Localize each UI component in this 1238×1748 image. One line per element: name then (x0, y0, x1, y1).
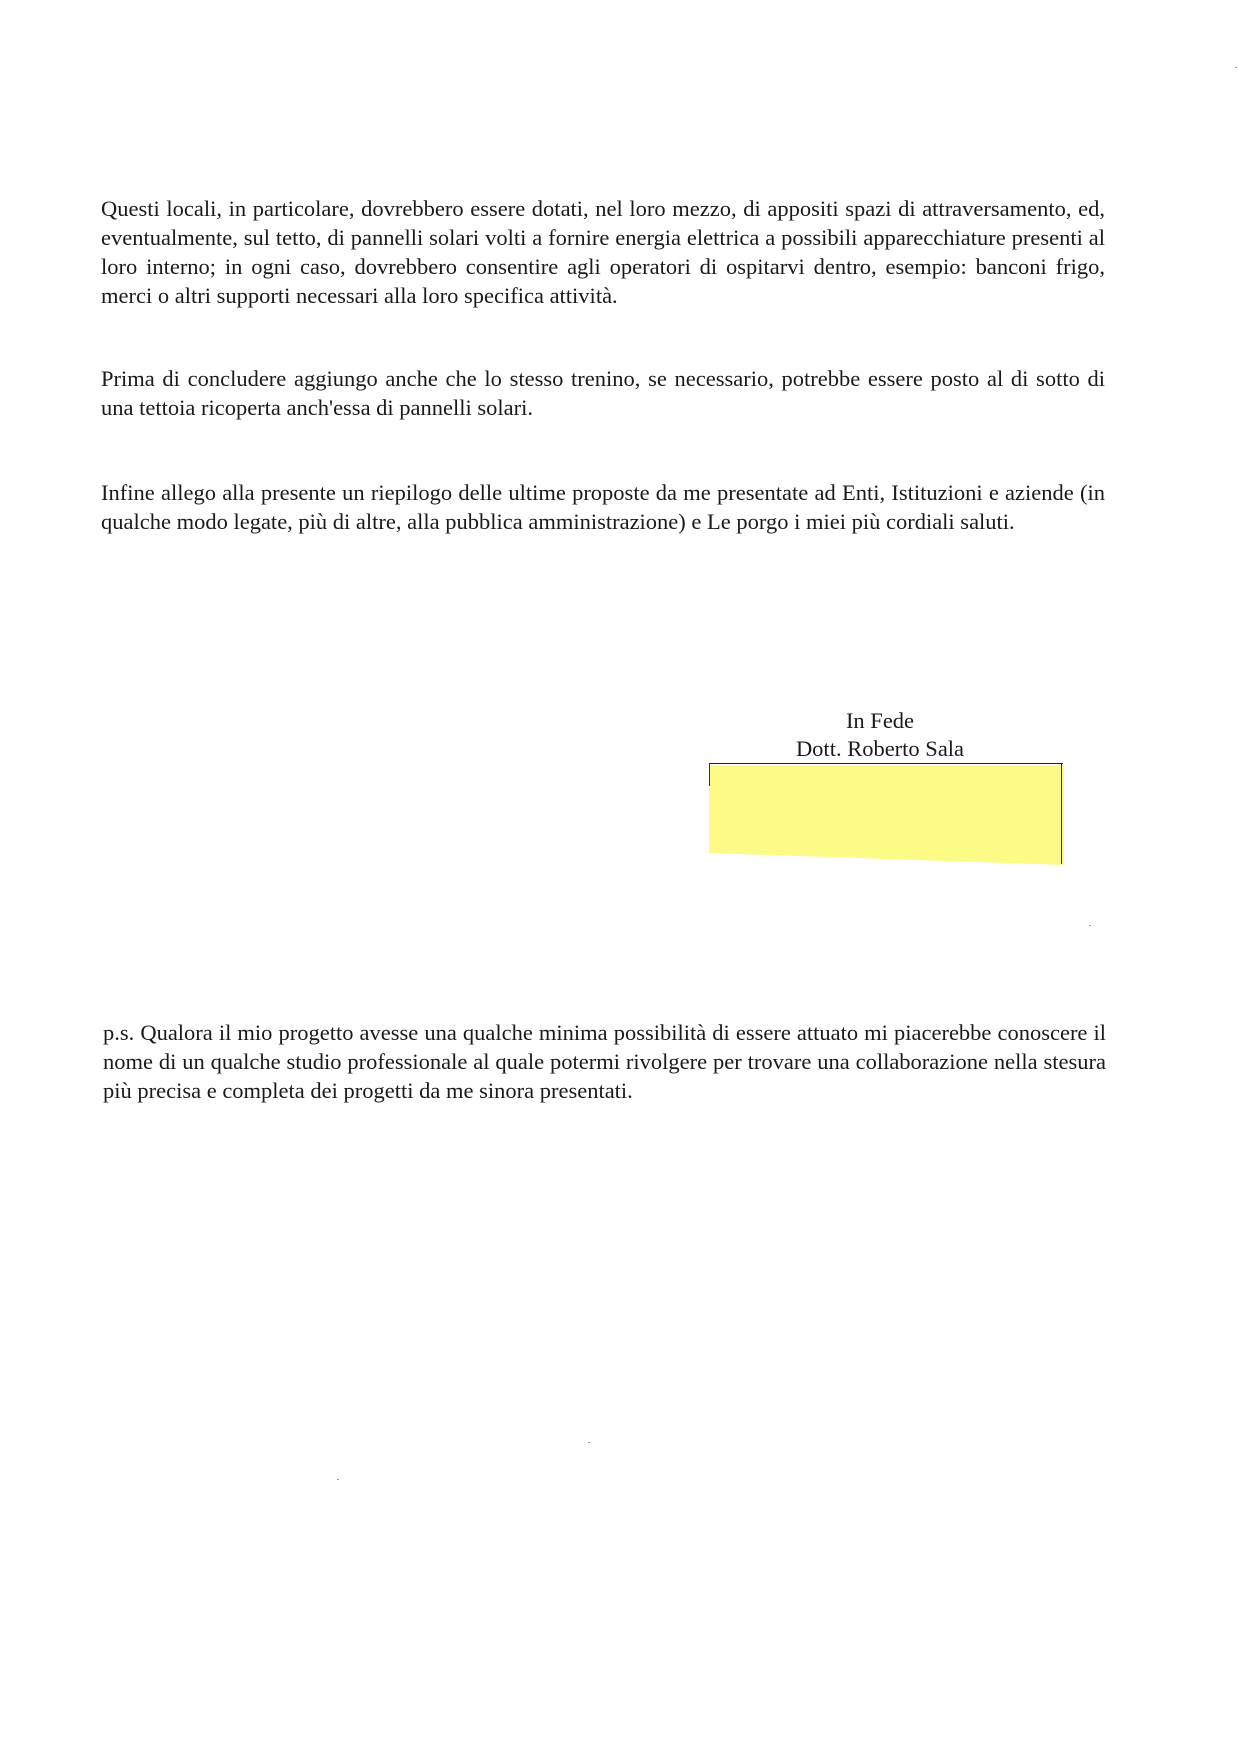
signature-line-right-tick (1061, 764, 1062, 864)
body-paragraph-3: Infine allego alla presente un riepilogo delle ultime proposte da me presentate ad Enti, Istituzioni e aziende (in qualche modo legate, più di altre, alla pubblica amministrazione) e Le porgo i miei più cordiali saluti. (101, 480, 1105, 534)
postscript-paragraph: p.s. Qualora il mio progetto avesse una qualche minima possibilità di essere attuato mi piacerebbe conoscere il nome di un qualche studio professionale al quale potermi rivolgere per trovare una collaborazione nella stesura più precisa e completa dei progetti da me sinora presentati. (103, 1020, 1106, 1103)
signer-name: Dott. Roberto Sala (795, 736, 965, 761)
signature-line (709, 763, 1063, 764)
signature-line-left-tick (709, 764, 710, 786)
scan-speck (337, 1479, 339, 1480)
signature-redaction-box (709, 765, 1064, 865)
body-paragraph-1: Questi locali, in particolare, dovrebbero essere dotati, nel loro mezzo, di appositi spazi di attraversamento, ed, eventualmente, sul tetto, di pannelli solari volti a fornire energia elettrica a possibili apparecchiature presenti al loro interno; in ogni caso, dovrebbero consentire agli operatori di ospitarvi dentro, esempio: banconi frigo, merci o altri supporti necessari alla loro specifica attività. (101, 196, 1105, 308)
scan-speck (1089, 925, 1091, 926)
closing-salutation: In Fede (845, 708, 915, 733)
scan-speck (588, 1442, 590, 1443)
scan-speck (1235, 67, 1237, 68)
body-paragraph-2: Prima di concludere aggiungo anche che lo stesso trenino, se necessario, potrebbe essere posto al di sotto di una tettoia ricoperta anch'essa di pannelli solari. (101, 366, 1105, 420)
